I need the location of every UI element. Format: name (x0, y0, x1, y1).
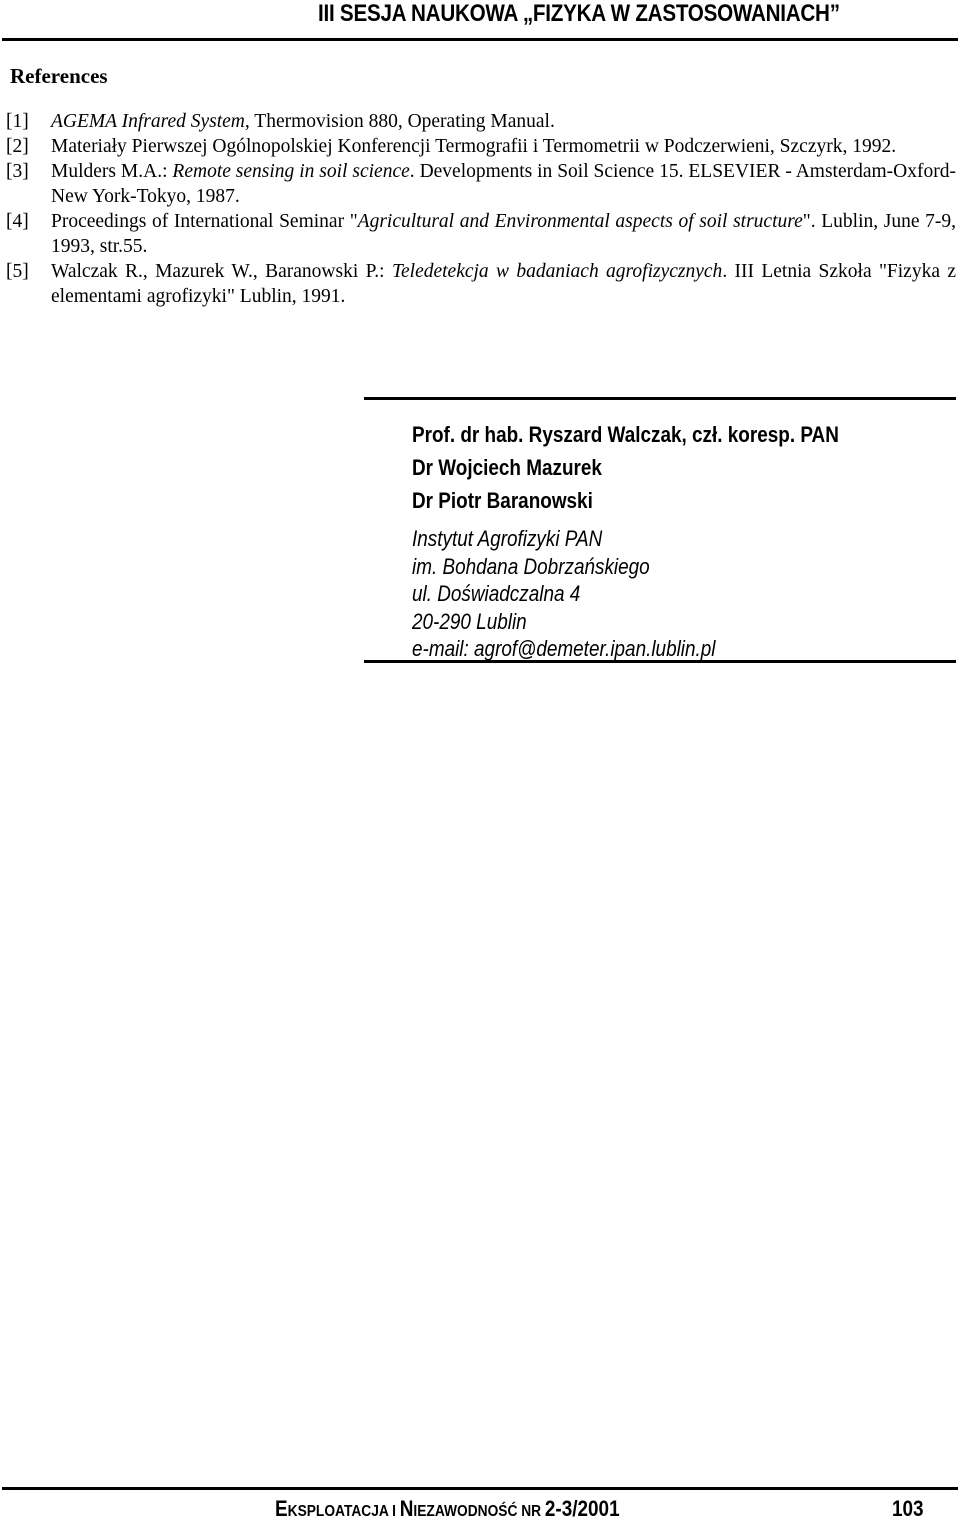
affiliation-line: 20-290 Lublin (412, 608, 527, 634)
affiliation-line: ul. Doświadczalna 4 (412, 581, 581, 606)
reference-number: [2] (6, 136, 29, 157)
footer-journal-segment: IEZAWODNOŚĆ NR (413, 1503, 545, 1520)
reference-item (6, 159, 956, 209)
reference-number: [5] (6, 261, 29, 282)
page-number: 103 (892, 1496, 924, 1521)
author-name: Prof. dr hab. Ryszard Walczak, czł. koresp. PAN (412, 422, 839, 447)
footer-journal-segment: KSPLOATACJA I (287, 1503, 400, 1520)
reference-item (6, 134, 956, 159)
author-block (364, 397, 956, 663)
reference-text: . Developments in Soil Science 15. ELSEVIER - Amsterdam-Oxford-New York-Tokyo, 1987. (51, 161, 956, 207)
footer-journal-segment: 2-3/2001 (544, 1496, 620, 1521)
reference-title: AGEMA Infrared System (51, 111, 245, 132)
affiliation-line: im. Bohdana Dobrzańskiego (412, 553, 650, 579)
footer-journal-title (275, 1496, 620, 1522)
reference-text: Mulders M.A.: (51, 161, 173, 182)
reference-item (6, 109, 956, 134)
reference-text: ". Lublin, June 7-9, 1993, str.55. (51, 211, 956, 257)
reference-number: [4] (6, 211, 29, 232)
reference-item (6, 209, 956, 259)
footer-journal-segment: N (399, 1496, 414, 1521)
footer-rule (2, 1487, 958, 1490)
reference-text: . III Letnia Szkoła "Fizyka z elementami agrofizyki" Lublin, 1991. (51, 261, 956, 307)
header-rule (2, 38, 958, 41)
author-name: Dr Piotr Baranowski (412, 488, 593, 513)
reference-text: Materiały Pierwszej Ogólnopolskiej Konferencji Termografii i Termometrii w Podczerwieni, Szczyrk, 1992. (51, 136, 897, 157)
reference-text: , Thermovision 880, Operating Manual. (244, 111, 555, 132)
reference-text: Proceedings of International Seminar " (51, 211, 358, 232)
reference-title: Remote sensing in soil science (172, 161, 410, 182)
running-header-title: III SESJA NAUKOWA „FIZYKA W ZASTOSOWANIACH” (318, 0, 840, 27)
author-block-inner (412, 418, 839, 663)
author-name: Dr Wojciech Mazurek (412, 455, 602, 480)
reference-title: Agricultural and Environmental aspects of soil structure (357, 211, 803, 232)
author-email: e-mail: agrof@demeter.ipan.lublin.pl (412, 636, 716, 661)
footer-journal-segment: E (275, 1496, 288, 1521)
reference-item (6, 259, 956, 309)
reference-number: [3] (6, 161, 29, 182)
references-heading: References (10, 64, 108, 88)
affiliation-line: Instytut Agrofizyki PAN (412, 526, 603, 551)
reference-title: Teledetekcja w badaniach agrofizycznych (391, 261, 723, 282)
reference-number: [1] (6, 111, 29, 132)
reference-text: Walczak R., Mazurek W., Baranowski P.: (51, 261, 392, 282)
reference-list (6, 109, 956, 309)
